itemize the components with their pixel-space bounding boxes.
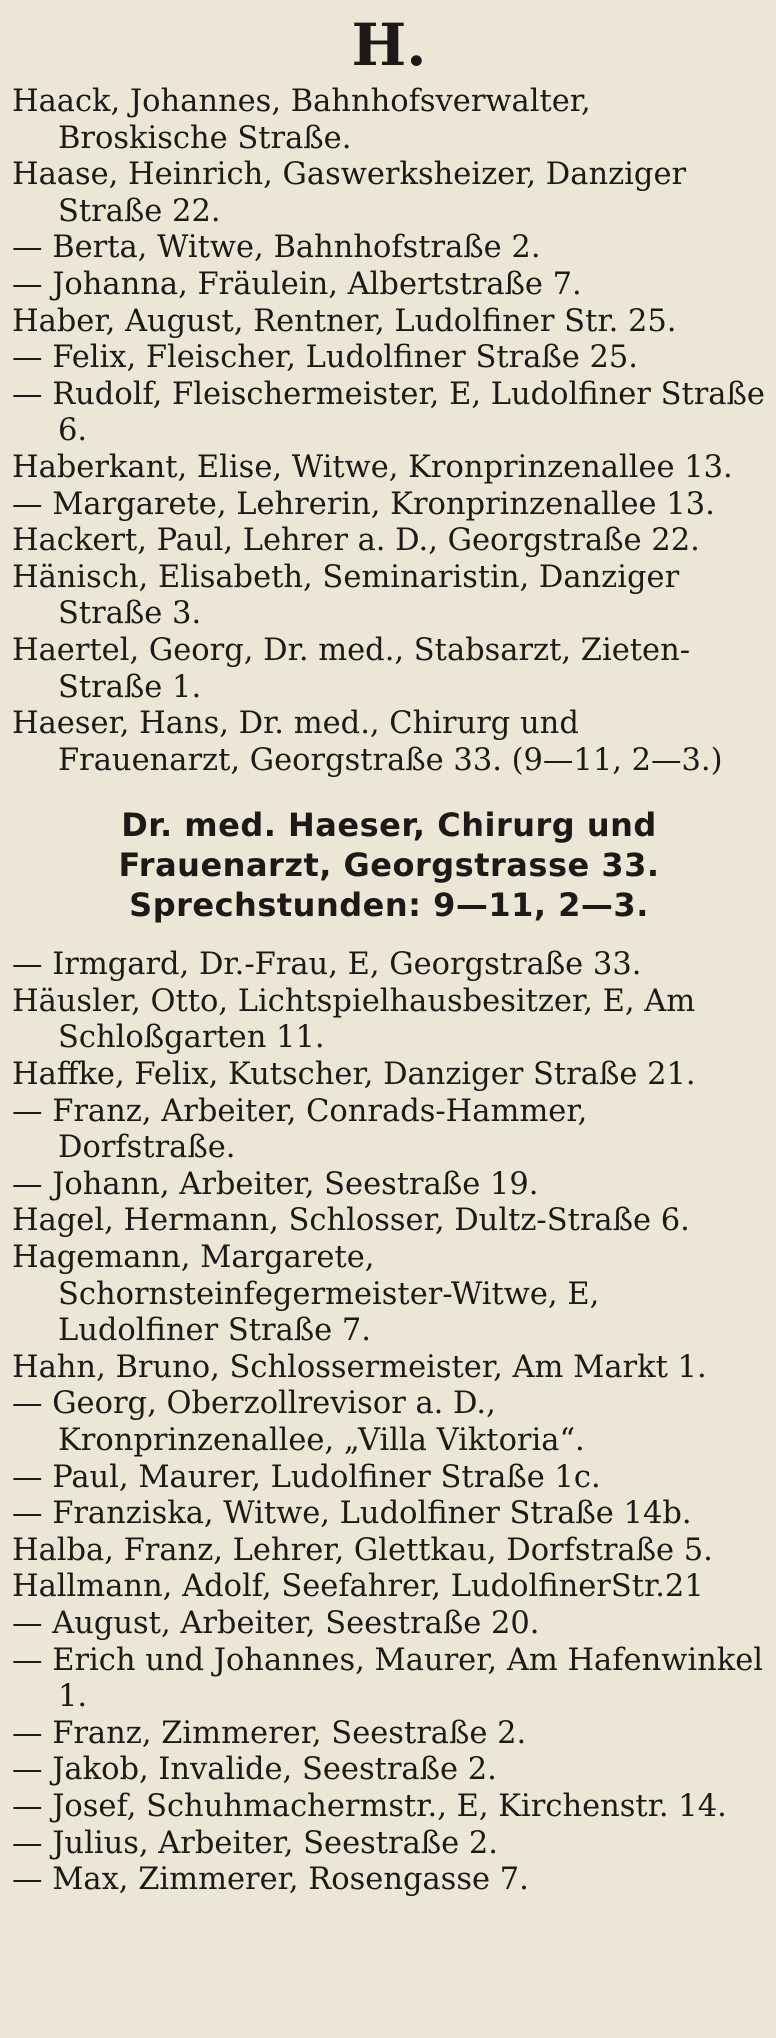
directory-entry: Hagel, Hermann, Schlosser, Dultz-Straße 6. <box>12 1203 690 1239</box>
directory-entry: — Franz, Arbeiter, Conrads-Hammer, Dorfstraße. <box>12 1093 588 1166</box>
directory-entry: — Felix, Fleischer, Ludolfiner Straße 25. <box>12 340 638 376</box>
directory-entry: — Erich und Johannes, Maurer, Am Hafenwinkel 1. <box>12 1642 764 1715</box>
directory-entry: Halba, Franz, Lehrer, Glettkau, Dorfstraße 5. <box>12 1532 713 1568</box>
entries-list-upper <box>12 84 766 779</box>
directory-entry: — Jakob, Invalide, Seestraße 2. <box>12 1752 497 1788</box>
directory-entry: — Johann, Arbeiter, Seestraße 19. <box>12 1166 539 1202</box>
directory-entry: — Max, Zimmerer, Rosengasse 7. <box>12 1862 529 1898</box>
directory-entry: Häusler, Otto, Lichtspielhausbesitzer, E, Am Schloßgarten 11. <box>12 983 696 1056</box>
directory-entry: Haertel, Georg, Dr. med., Stabsarzt, Zieten-Straße 1. <box>12 632 691 705</box>
directory-entry: Haack, Johannes, Bahnhofsverwalter, Broskische Straße. <box>12 84 591 156</box>
directory-entry: — Franz, Zimmerer, Seestraße 2. <box>12 1715 527 1751</box>
directory-entry: Haeser, Hans, Dr. med., Chirurg und Frauenarzt, Georgstraße 33. (9—11, 2—3.) <box>12 706 723 778</box>
directory-entry: — Paul, Maurer, Ludolfiner Straße 1c. <box>12 1459 601 1495</box>
directory-entry: — Johanna, Fräulein, Albertstraße 7. <box>12 266 582 302</box>
directory-entry: — Georg, Oberzollrevisor a. D., Kronprinzenallee, „Villa Viktoria“. <box>12 1386 585 1458</box>
directory-entry: — August, Arbeiter, Seestraße 20. <box>12 1605 540 1641</box>
section-letter-heading: H. <box>351 11 427 79</box>
directory-entry: Hahn, Bruno, Schlossermeister, Am Markt 1. <box>12 1349 707 1385</box>
entries-list-lower <box>12 947 766 1898</box>
directory-entry: — Josef, Schuhmachermstr., E, Kirchenstr. 14. <box>12 1788 727 1824</box>
directory-entry: Hänisch, Elisabeth, Seminaristin, Danziger Straße 3. <box>12 559 680 632</box>
doctor-advertisement <box>12 805 766 925</box>
directory-entry: — Berta, Witwe, Bahnhofstraße 2. <box>12 230 541 266</box>
directory-entry: Hallmann, Adolf, Seefahrer, LudolfinerStr.21 <box>12 1569 704 1605</box>
directory-entry: Hagemann, Margarete, Schornsteinfegermeister-Witwe, E, Ludolfiner Straße 7. <box>12 1240 600 1349</box>
directory-entry: — Franziska, Witwe, Ludolfiner Straße 14b. <box>12 1496 692 1532</box>
directory-entry: Hackert, Paul, Lehrer a. D., Georgstraße 22. <box>12 523 700 559</box>
advertisement-line: Dr. med. Haeser, Chirurg und <box>121 806 657 845</box>
directory-entry: Haber, August, Rentner, Ludolfiner Str. 25. <box>12 303 677 339</box>
directory-entry: Haase, Heinrich, Gaswerksheizer, Danziger Straße 22. <box>12 157 687 229</box>
directory-entry: — Rudolf, Fleischermeister, E, Ludolfiner Straße 6. <box>12 376 765 449</box>
directory-entry: — Julius, Arbeiter, Seestraße 2. <box>12 1825 499 1861</box>
directory-entry: — Margarete, Lehrerin, Kronprinzenallee 13. <box>12 486 715 522</box>
directory-entry: Haberkant, Elise, Witwe, Kronprinzenallee 13. <box>12 449 733 485</box>
advertisement-line: Frauenarzt, Georgstrasse 33. <box>118 846 660 885</box>
directory-entry: Haffke, Felix, Kutscher, Danziger Straße 21. <box>12 1057 696 1093</box>
advertisement-line: Sprechstunden: 9—11, 2—3. <box>129 886 649 925</box>
directory-entry: — Irmgard, Dr.-Frau, E, Georgstraße 33. <box>12 947 642 983</box>
